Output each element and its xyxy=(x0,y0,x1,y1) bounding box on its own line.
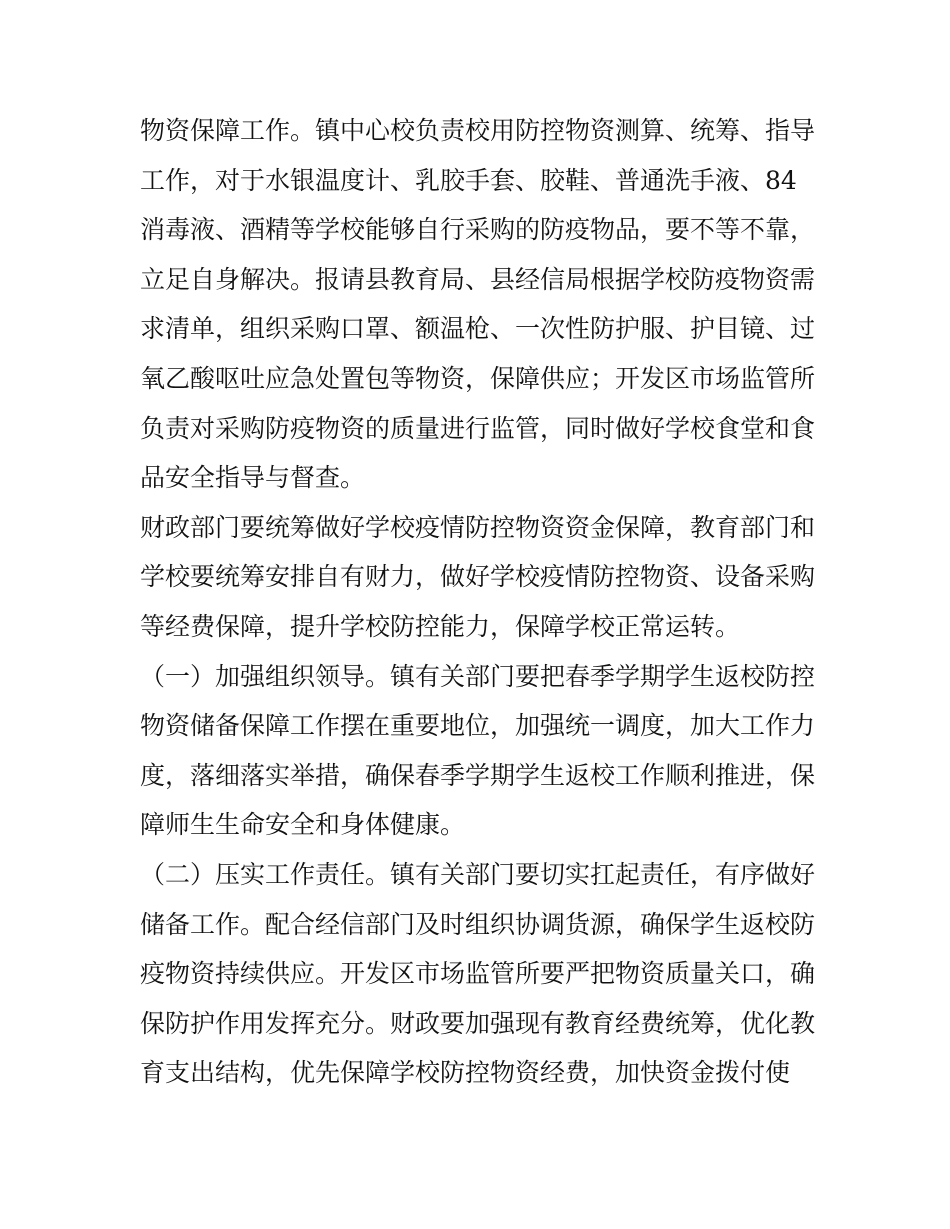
text-line: 等经费保障，提升学校防控能力，保障学校正常运转。 xyxy=(140,611,741,641)
text-line: （二）压实工作责任。镇有关部门要切实扛起责任，有序做好 xyxy=(140,859,816,889)
text-line: 负责对采购防疫物资的质量进行监管，同时做好学校食堂和食 xyxy=(140,413,816,443)
text-line: 立足自身解决。报请县教育局、县经信局根据学校防疫物资需 xyxy=(140,264,816,294)
text-line: 物资储备保障工作摆在重要地位，加强统一调度，加大工作力 xyxy=(140,711,816,741)
text-line: 品安全指导与督查。 xyxy=(140,463,366,493)
text-line: 疫物资持续供应。开发区市场监管所要严把物资质量关口，确 xyxy=(140,959,816,989)
text-line: 障师生生命安全和身体健康。 xyxy=(140,810,466,840)
document-body xyxy=(140,106,820,1098)
text-line: 度，落细落实举措，确保春季学期学生返校工作顺利推进，保 xyxy=(140,760,816,790)
text-line: 保防护作用发挥充分。财政要加强现有教育经费统筹，优化教 xyxy=(140,1008,816,1038)
text-line: 氧乙酸呕吐应急处置包等物资，保障供应；开发区市场监管所 xyxy=(140,363,816,393)
text-line: 育支出结构，优先保障学校防控物资经费，加快资金拨付使 xyxy=(140,1058,791,1088)
text-line: 学校要统筹安排自有财力，做好学校疫情防控物资、设备采购 xyxy=(140,562,816,592)
text-line: 消毒液、酒精等学校能够自行采购的防疫物品，要不等不靠， xyxy=(140,215,816,245)
text-line: 财政部门要统筹做好学校疫情防控物资资金保障，教育部门和 xyxy=(140,512,816,542)
text-line: 物资保障工作。镇中心校负责校用防控物资测算、统筹、指导 xyxy=(140,116,816,145)
text-line: 工作，对于水银温度计、乳胶手套、胶鞋、普通洗手液、84 xyxy=(140,165,797,195)
text-line: 储备工作。配合经信部门及时组织协调货源，确保学生返校防 xyxy=(140,909,816,939)
text-line: （一）加强组织领导。镇有关部门要把春季学期学生返校防控 xyxy=(140,661,816,691)
text-line: 求清单，组织采购口罩、额温枪、一次性防护服、护目镜、过 xyxy=(140,314,816,344)
